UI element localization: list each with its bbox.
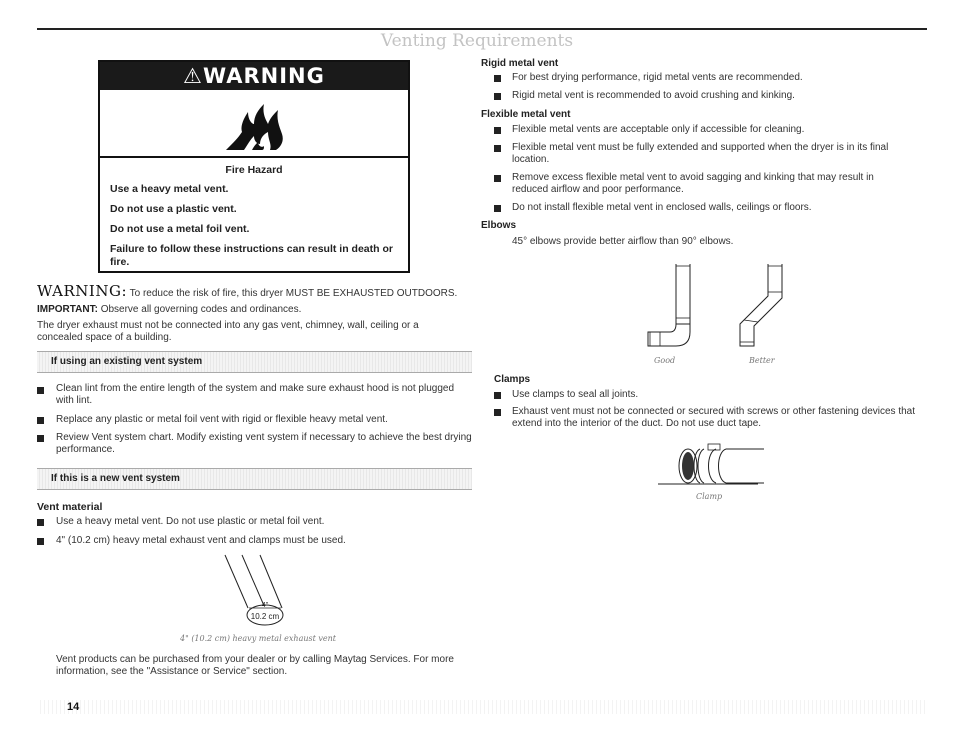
list-item: Flexible metal vent must be fully extended and supported when the dryer is in its final location. [512, 142, 889, 165]
fire-icon-area [100, 90, 408, 158]
clamps-heading: Clamps [494, 374, 531, 385]
list-item: Remove excess flexible metal vent to avoid sagging and kinking that may result in reduced airflow and poor performance. [512, 172, 874, 195]
vent-material-heading: Vent material [37, 501, 103, 513]
bullet-icon [37, 387, 44, 394]
flexible-heading: Flexible metal vent [481, 109, 571, 120]
list-item: Do not install flexible metal vent in enclosed walls, ceilings or floors. [512, 202, 812, 213]
page-title: Venting Requirements [380, 31, 574, 51]
warning-line: Do not use a plastic vent. [110, 203, 237, 215]
bullet-icon [37, 538, 44, 545]
warning-header-label: WARNING [202, 64, 325, 88]
purchase-note: Vent products can be purchased from your dealer or by calling Maytag Services. For more information, see the "Assistance or Service" section. [56, 654, 454, 677]
warning-line: Failure to follow these instructions can result in death or fire. [110, 243, 393, 268]
bullet-icon [494, 392, 501, 399]
new-system-title: If this is a new vent system [51, 473, 180, 484]
elbow-better-caption: Better [749, 356, 775, 365]
bullet-icon [37, 435, 44, 442]
list-item: Clean lint from the entire length of the system and make sure exhaust hood is not plugged with lint. [56, 383, 455, 406]
important-statement [37, 304, 477, 316]
elbows-diagram [640, 262, 790, 354]
bullet-icon [494, 409, 501, 416]
bullet-icon [494, 127, 501, 134]
warning-line: Use a heavy metal vent. [110, 183, 229, 195]
list-item: For best drying performance, rigid metal vents are recommended. [512, 72, 803, 83]
rigid-heading: Rigid metal vent [481, 58, 559, 69]
warning-triangle-icon: ⚠ [183, 64, 203, 88]
bullet-icon [494, 145, 501, 152]
list-item: Exhaust vent must not be connected or secured with screws or other fastening devices that extend into the interior of the duct. Do not use duct tape. [512, 406, 915, 429]
existing-system-header [37, 351, 472, 373]
list-item: Rigid metal vent is recommended to avoid crushing and kinking. [512, 90, 795, 101]
elbows-heading: Elbows [481, 220, 517, 231]
bullet-icon [494, 175, 501, 182]
bullet-icon [494, 205, 501, 212]
warning-box [98, 60, 410, 273]
existing-system-title: If using an existing vent system [51, 356, 203, 367]
footer-band [37, 700, 927, 714]
vent-diagram [220, 553, 290, 633]
fire-hazard-label: Fire Hazard [225, 164, 283, 176]
vent-size-cm: 10.2 cm [250, 612, 280, 621]
important-text: Observe all governing codes and ordinances. [100, 304, 302, 315]
top-rule [37, 28, 927, 30]
bullet-icon [37, 417, 44, 424]
list-item: Flexible metal vents are acceptable only if accessible for cleaning. [512, 124, 805, 135]
vent-figure-caption: 4" (10.2 cm) heavy metal exhaust vent [180, 634, 336, 643]
bullet-icon [494, 75, 501, 82]
warning-statement [37, 282, 477, 300]
important-label: IMPORTANT: [37, 304, 98, 315]
fire-icon [224, 102, 286, 152]
warning-line: Do not use a metal foil vent. [110, 223, 250, 235]
clamp-caption: Clamp [696, 492, 723, 501]
list-item: Review Vent system chart. Modify existing vent system if necessary to achieve the best drying performance. [56, 432, 472, 455]
new-system-header [37, 468, 472, 490]
list-item: Use a heavy metal vent. Do not use plastic or metal foil vent. [56, 516, 325, 527]
bullet-icon [37, 519, 44, 526]
exhaust-note: The dryer exhaust must not be connected into any gas vent, chimney, wall, ceiling or a concealed space of a building. [37, 320, 419, 343]
list-item: 4" (10.2 cm) heavy metal exhaust vent and clamps must be used. [56, 535, 346, 546]
vent-size-inches: 4" [261, 602, 269, 609]
clamp-diagram [650, 440, 770, 490]
bullet-icon [494, 93, 501, 100]
elbow-good-caption: Good [654, 356, 676, 365]
elbows-text: 45° elbows provide better airflow than 90° elbows. [512, 236, 734, 247]
warning-text: To reduce the risk of fire, this dryer MUST BE EXHAUSTED OUTDOORS. [129, 288, 458, 299]
warning-header [100, 62, 408, 90]
list-item: Replace any plastic or metal foil vent with rigid or flexible heavy metal vent. [56, 414, 388, 425]
page-number: 14 [67, 701, 80, 713]
list-item: Use clamps to seal all joints. [512, 389, 639, 400]
warning-label: WARNING: [37, 282, 128, 300]
